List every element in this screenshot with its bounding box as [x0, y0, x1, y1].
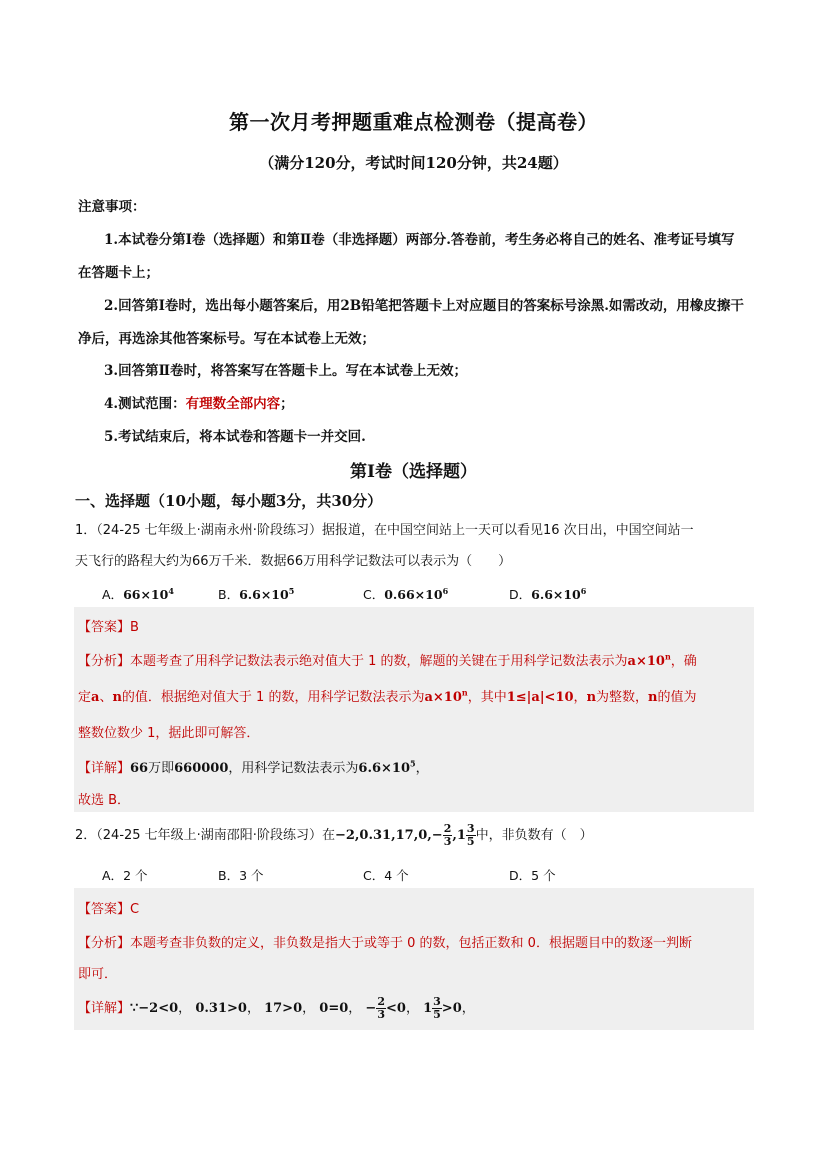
- q1-option-b: B．$6.6\times 10^5$: [218, 585, 295, 602]
- q2-option-b: B．3 个: [218, 868, 264, 883]
- test-scope: 有理数全部内容: [185, 396, 281, 412]
- q1-analysis-line-2: 定a、n的值．根据绝对值大于 1 的数，用科学记数法表示为$a\times 10^n$，其中1≤|a|<10，n为整数，n的值为: [78, 687, 697, 705]
- q1-detail: 【详解】66万即660000，用科学记数法表示为$6.6\times 10^5$，: [78, 758, 429, 776]
- notice-item-4: [104, 392, 294, 412]
- q1-option-a: A．$66\times 10^4$: [102, 585, 174, 602]
- q1-conclusion: 故选 B．: [78, 793, 131, 808]
- q1-analysis-line-3: 整数位数少 1，据此即可解答．: [78, 726, 260, 741]
- part-heading: 一、选择题（10小题，每小题3分，共30分）: [75, 492, 383, 510]
- notice-item-5: 5.考试结束后，将本试卷和答题卡一并交回.: [104, 429, 366, 445]
- q1-option-d: D．$6.6\times 10^6$: [509, 585, 587, 602]
- q2-answer: 【答案】C: [78, 902, 140, 917]
- notice-item-2-cont: 净后，再选涂其他答案标号。写在本试卷上无效；: [78, 331, 375, 347]
- notice-item-3: 3.回答第Ⅱ卷时，将答案写在答题卡上。写在本试卷上无效；: [104, 363, 467, 379]
- q2-analysis-line-1: 【分析】本题考查非负数的定义，非负数是指大于或等于 0 的数，包括正数和 0．根据题目中的数逐一判断: [78, 936, 692, 951]
- notice-item-4-label: 4.测试范围：: [104, 396, 186, 412]
- q2-detail: 【详解】∵−2<0， 0.31>0， 17>0， 0=0， − $\frac{2}{3}$ <0， 1 $\frac{3}{5}$ >0，: [78, 995, 475, 1021]
- q1-answer: 【答案】B: [78, 620, 139, 635]
- notice-item-2: 2.回答第Ⅰ卷时，选出每小题答案后，用2B铅笔把答题卡上对应题目的答案标号涂黑.如需改动，用橡皮擦干: [104, 298, 744, 314]
- q1-option-c: C．$0.66\times 10^6$: [363, 585, 449, 602]
- notice-item-4-end: ；: [280, 396, 294, 412]
- section-title: 第Ⅰ卷（选择题）: [350, 462, 477, 482]
- q2-option-a: A．2 个: [102, 868, 148, 883]
- notice-item-1-cont: 在答题卡上；: [78, 265, 159, 281]
- question-1-line-2: 天飞行的路程大约为66万千米．数据66万用科学记数法可以表示为（ ）: [75, 554, 512, 569]
- q2-option-c: C．4 个: [363, 868, 409, 883]
- page-subtitle: （满分120分，考试时间120分钟，共24题）: [259, 154, 568, 172]
- q1-analysis-line-1: 【分析】本题考查了用科学记数法表示绝对值大于 1 的数，解题的关键在于用科学记数法表示为$a\times 10^n$，确: [78, 651, 697, 669]
- q2-analysis-line-2: 即可．: [78, 967, 118, 982]
- notice-item-1: 1.本试卷分第Ⅰ卷（选择题）和第Ⅱ卷（非选择题）两部分.答卷前，考生务必将自己的姓名、准考证号填写: [104, 232, 735, 248]
- q1-solution-box: [74, 607, 754, 812]
- q2-option-d: D．5 个: [509, 868, 556, 883]
- question-1-line-1: 1．（24-25 七年级上·湖南永州·阶段练习）据报道，在中国空间站上一天可以看见16 次日出，中国空间站一: [75, 523, 694, 538]
- notice-heading: 注意事项：: [78, 199, 146, 215]
- page-title: 第一次月考押题重难点检测卷（提高卷）: [229, 110, 598, 134]
- question-2: 2．（24-25 七年级上·湖南邵阳·阶段练习）在−2,0.31,17,0,− $\frac{2}{3}$ ,1 $\frac{3}{5}$ 中，非负数有（ ）: [75, 822, 593, 848]
